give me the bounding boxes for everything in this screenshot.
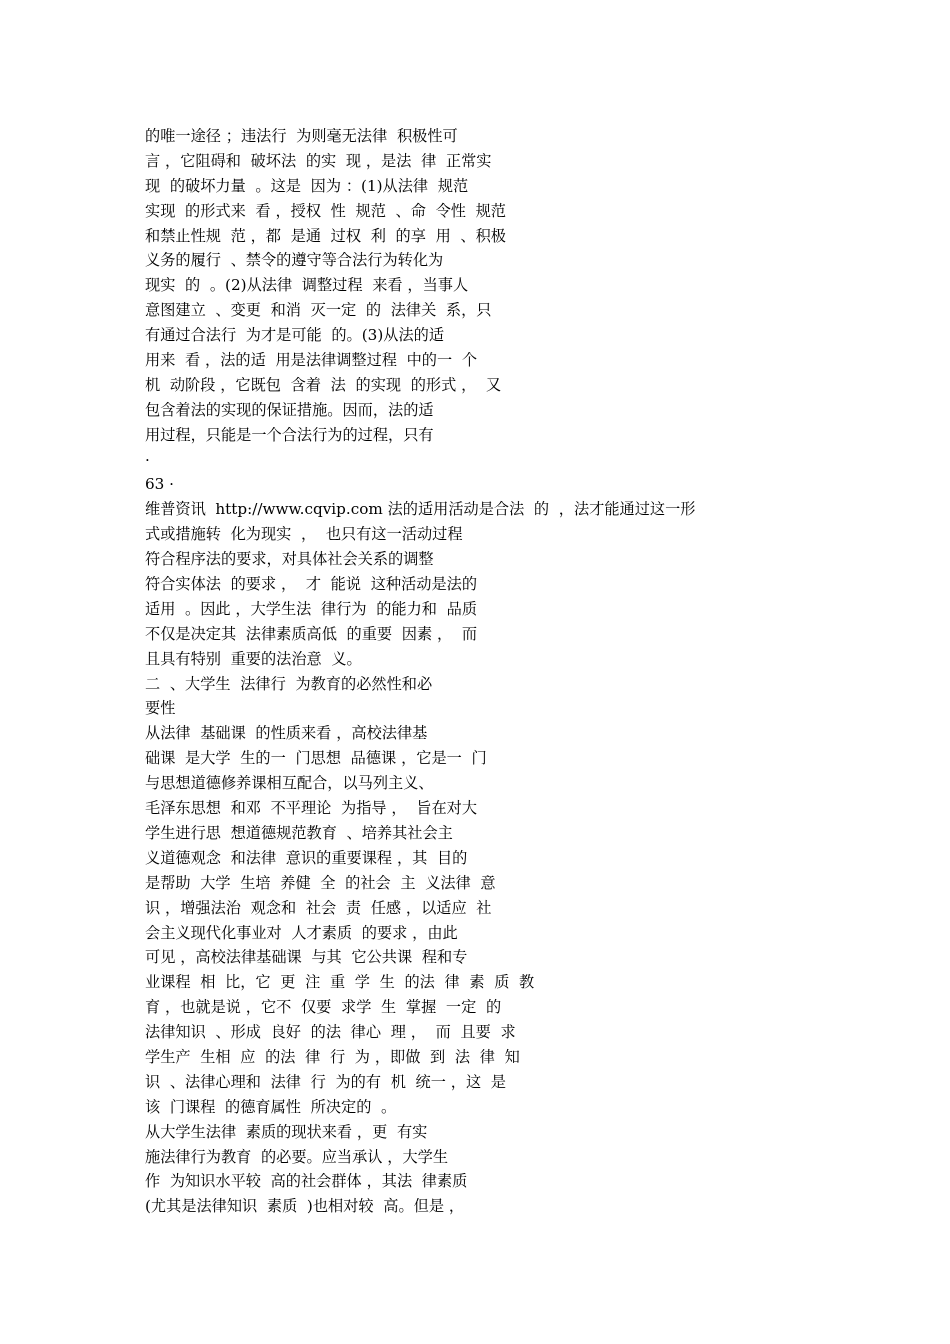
text-line: 该 门课程 的德育属性 所决定的 。 — [145, 1097, 397, 1116]
text-line: 与思想道德修养课相互配合，以马列主义、 — [145, 774, 434, 793]
text-line: 用来 看 ，法的适 用是法律调整过程 中的一 个 — [145, 351, 478, 370]
text-line: 作 为知识水平较 高的社会群体 ，其法 律素质 — [145, 1172, 468, 1191]
text-line: 式或措施转 化为现实 ， 也只有这一活动过程 — [145, 525, 463, 544]
text-line: 用过程，只能是一个合法行为的过程，只有 — [145, 425, 434, 444]
text-line: 学生产 生相 应 的法 律 行 为 ，即做 到 法 律 知 — [145, 1047, 520, 1066]
text-line: 的唯一途径 ；违法行 为则毫无法律 积极性可 — [145, 127, 458, 145]
text-line: 础课 是大学 生的一 门思想 品德课 ，它是一 门 — [145, 749, 487, 768]
text-line: 包含着法的实现的保证措施。因而，法的适 — [145, 400, 434, 419]
text-line: 从法律 基础课 的性质来看 ，高校法律基 — [145, 724, 428, 743]
text-line: 符合程序法的要求，对具体社会关系的调整 — [145, 550, 434, 569]
text-line: 意图建立 、变更 和消 灭一定 的 法律关 系，只 — [145, 301, 492, 320]
text-line: 符合实体法 的要求 ， 才 能说 这种活动是法的 — [145, 575, 478, 594]
text-line: 适用 。因此 ，大学生法 律行为 的能力和 品质 — [145, 599, 478, 618]
text-line: 业课程 相 比，它 更 注 重 学 生 的法 律 素 质 教 — [145, 973, 535, 992]
text-line: 义务的履行 、禁令的遵守等合法行为转化为 — [145, 251, 444, 270]
body-text — [145, 124, 865, 1219]
text-line: 和禁止性规 范 ，都 是通 过权 利 的享 用 、积极 — [145, 226, 506, 245]
text-line: 现 的破坏力量 。这是 因为 ：(1)从法律 规范 — [145, 176, 469, 195]
text-line: · — [145, 450, 150, 469]
text-line: 有通过合法行 为才是可能 的。(3)从法的适 — [145, 326, 445, 345]
text-line: 二 、大学生 法律行 为教育的必然性和必 — [145, 674, 433, 693]
text-line: 会主义现代化事业对 人才素质 的要求 ，由此 — [145, 923, 458, 942]
text-line: 要性 — [145, 699, 176, 718]
text-line: 识 ，增强法治 观念和 社会 责 任感 ，以适应 社 — [145, 898, 492, 917]
text-line: 实现 的形式来 看 ，授权 性 规范 、命 令性 规范 — [145, 201, 506, 220]
text-line: 识 、法律心理和 法律 行 为的有 机 统一 ，这 是 — [145, 1072, 506, 1091]
text-line: 不仅是决定其 法律素质高低 的重要 因素 ， 而 — [145, 624, 478, 643]
text-line: 可见 ，高校法律基础课 与其 它公共课 程和专 — [145, 948, 468, 967]
text-line: 育 ，也就是说 ，它不 仅要 求学 生 掌握 一定 的 — [145, 998, 502, 1017]
text-line: 是帮助 大学 生培 养健 全 的社会 主 义法律 意 — [145, 873, 496, 892]
text-line: 学生进行思 想道德规范教育 、培养其社会主 — [145, 823, 453, 842]
text-line: 义道德观念 和法律 意识的重要课程 ，其 目的 — [145, 848, 468, 867]
text-line: 现实 的 。(2)从法律 调整过程 来看 ，当事人 — [145, 276, 469, 295]
text-line: 且具有特别 重要的法治意 义。 — [145, 649, 362, 668]
text-line: 从大学生法律 素质的现状来看 ，更 有实 — [145, 1122, 428, 1141]
text-line: 毛泽东思想 和邓 不平理论 为指导 ， 旨在对大 — [145, 799, 478, 818]
text-line: (尤其是法律知识 素质 )也相对较 高。但是 ， — [145, 1197, 465, 1216]
text-line: 机 动阶段 ，它既包 含着 法 的实现 的形式 ， 又 — [145, 375, 502, 394]
text-line: 63 · — [145, 475, 174, 494]
text-line: 维普资讯 http://www.cqvip.com 法的适用活动是合法 的 ，法才能通过这一形 — [145, 500, 696, 519]
text-line: 法律知识 、形成 良好 的法 律心 理 ， 而 且要 求 — [145, 1023, 516, 1042]
text-line: 施法律行为教育 的必要。应当承认 ，大学生 — [145, 1147, 449, 1166]
text-line: 言 ，它阻碍和 破坏法 的实 现 ，是法 律 正常实 — [145, 151, 492, 170]
